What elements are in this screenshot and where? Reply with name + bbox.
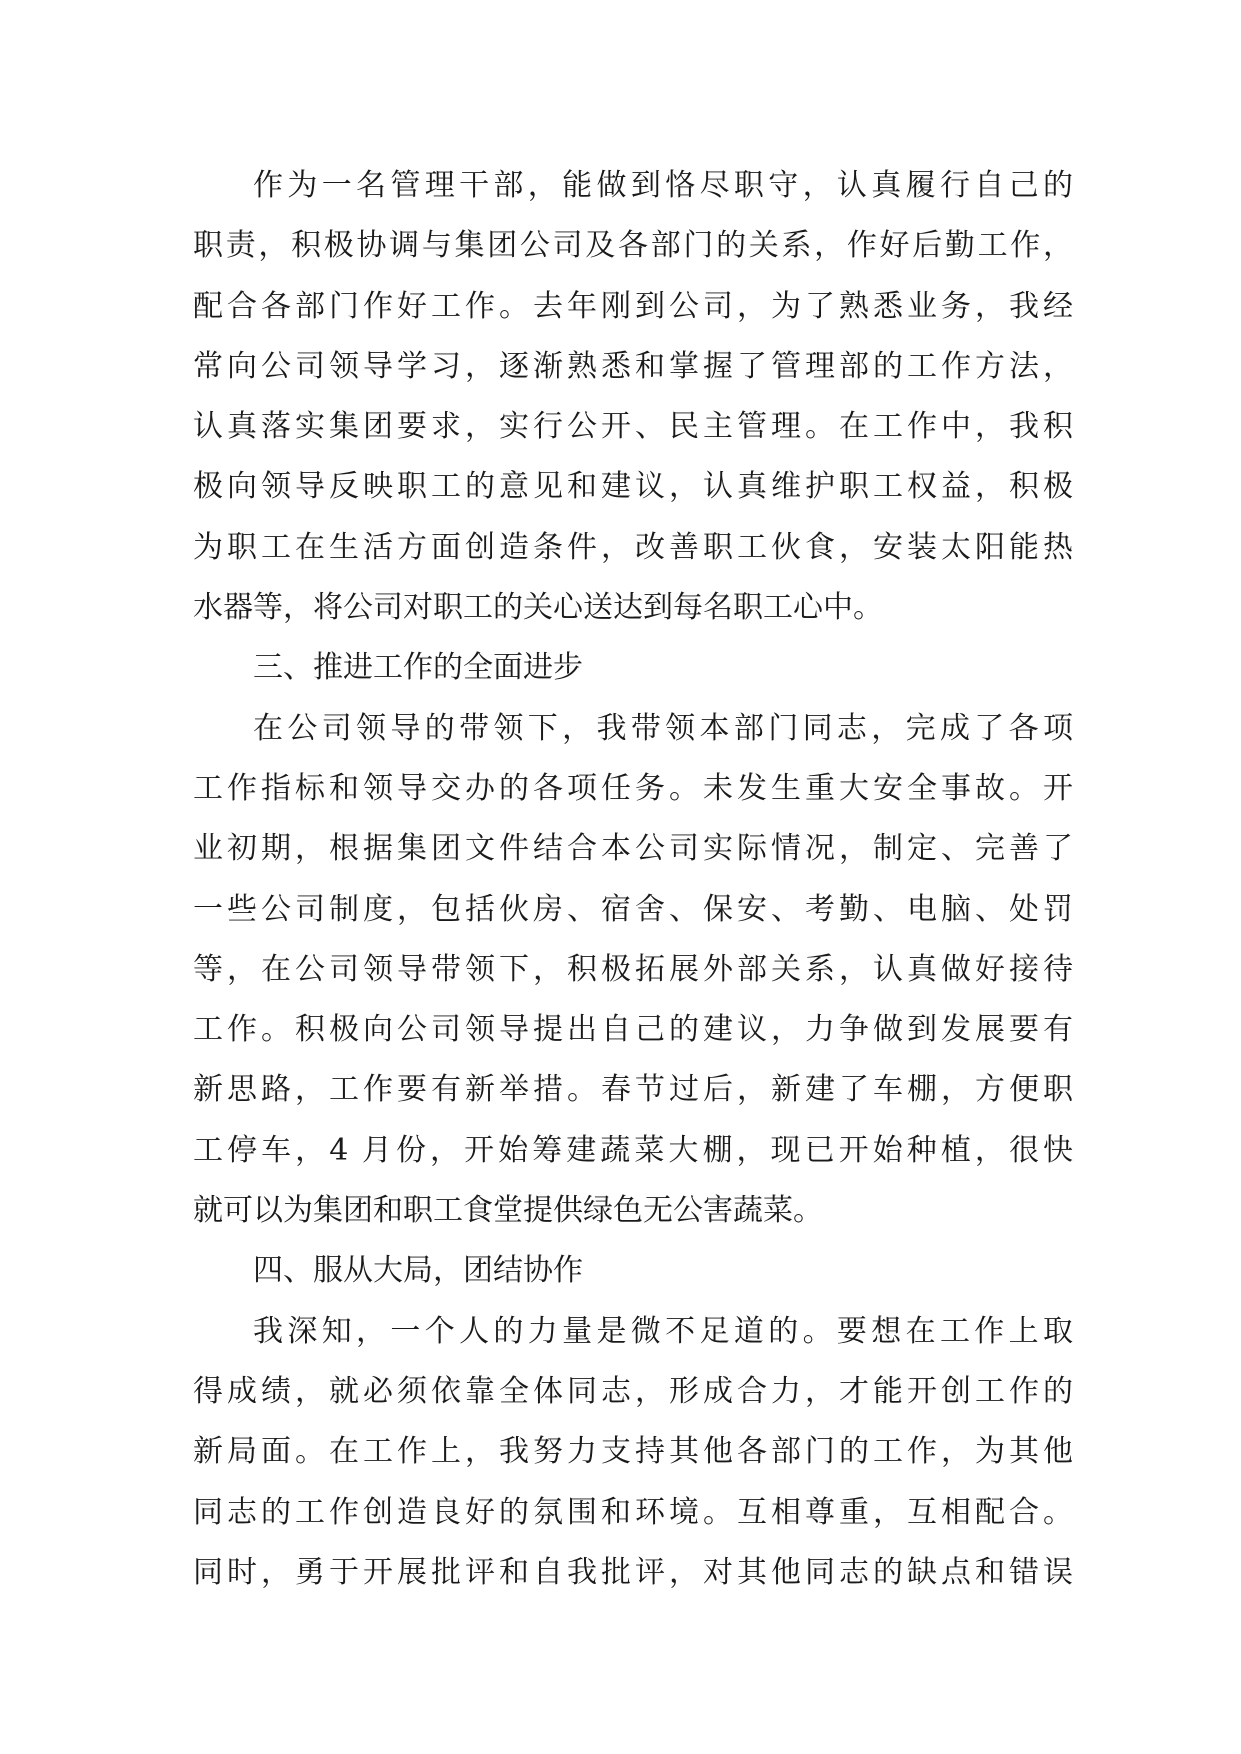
section-heading: 四、服从大局，团结协作 xyxy=(253,1253,583,1289)
text-line: 新思路，工作要有新举措。春节过后，新建了车棚，方便职 xyxy=(193,1072,1073,1108)
text-line: 作为一名管理干部，能做到恪尽职守，认真履行自己的 xyxy=(253,168,1073,203)
text-line: 水器等，将公司对职工的关心送达到每名职工心中。 xyxy=(193,590,883,626)
text-line: 同志的工作创造良好的氛围和环境。互相尊重，互相配合。 xyxy=(193,1494,1073,1530)
text-line: 就可以为集团和职工食堂提供绿色无公害蔬菜。 xyxy=(193,1193,823,1229)
body-text xyxy=(193,156,1073,1603)
text-line: 同时，勇于开展批评和自我批评，对其他同志的缺点和错误 xyxy=(193,1554,1073,1590)
text-line: 得成绩，就必须依靠全体同志，形成合力，才能开创工作的 xyxy=(193,1373,1073,1409)
text-line: 常向公司领导学习，逐渐熟悉和掌握了管理部的工作方法， xyxy=(193,348,1073,384)
text-line: 业初期，根据集团文件结合本公司实际情况，制定、完善了 xyxy=(193,831,1073,867)
text-line: 工作指标和领导交办的各项任务。未发生重大安全事故。开 xyxy=(193,770,1073,806)
text-line: 职责，积极协调与集团公司及各部门的关系，作好后勤工作， xyxy=(193,228,1073,264)
text-line: 认真落实集团要求，实行公开、民主管理。在工作中，我积 xyxy=(193,409,1073,445)
text-line: 配合各部门作好工作。去年刚到公司，为了熟悉业务，我经 xyxy=(193,288,1073,324)
text-line: 等，在公司领导带领下，积极拓展外部关系，认真做好接待 xyxy=(193,951,1073,987)
text-line: 一些公司制度，包括伙房、宿舍、保安、考勤、电脑、处罚 xyxy=(193,891,1073,927)
text-line: 工作。积极向公司领导提出自己的建议，力争做到发展要有 xyxy=(193,1012,1073,1048)
text-line: 我深知，一个人的力量是微不足道的。要想在工作上取 xyxy=(253,1313,1073,1349)
text-line: 工停车，4 月份，开始筹建蔬菜大棚，现已开始种植，很快 xyxy=(193,1132,1073,1168)
text-line: 在公司领导的带领下，我带领本部门同志，完成了各项 xyxy=(253,710,1073,746)
text-line: 为职工在生活方面创造条件，改善职工伙食，安装太阳能热 xyxy=(193,529,1073,565)
text-line: 新局面。在工作上，我努力支持其他各部门的工作，为其他 xyxy=(193,1434,1073,1470)
text-line: 极向领导反映职工的意见和建议，认真维护职工权益，积极 xyxy=(193,469,1073,505)
section-heading: 三、推进工作的全面进步 xyxy=(253,650,583,686)
